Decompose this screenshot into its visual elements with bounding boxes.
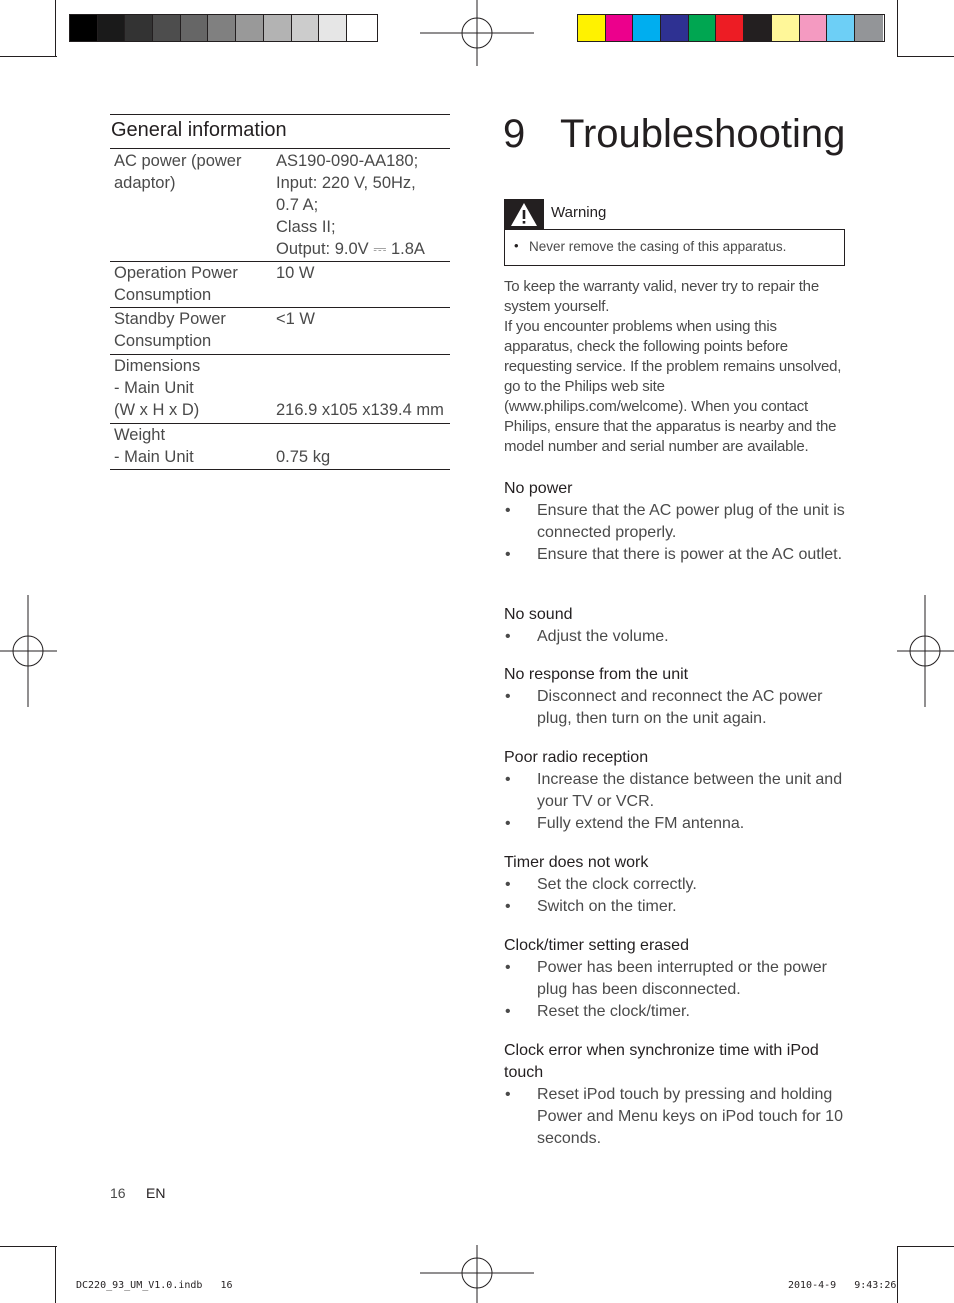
slug-timestamp: 2010-4-9 9:43:26 [788, 1280, 897, 1291]
spec-value: 10 W [276, 264, 315, 282]
spec-row-dimensions [110, 355, 450, 424]
language-code: EN [146, 1185, 166, 1201]
bullet: • [505, 898, 511, 915]
chapter-title: Troubleshooting [560, 112, 846, 156]
section-clock-error-ipod [504, 1040, 849, 1150]
registration-mark-top-icon [420, 0, 534, 66]
warning-box [504, 229, 845, 266]
slug-file-info: DC220_93_UM_V1.0.indb 16 [76, 1280, 233, 1291]
spec-value: 0.75 kg [276, 448, 331, 466]
section-heading: No power [504, 480, 573, 497]
color-swatch [98, 15, 126, 41]
section-heading: Poor radio reception [504, 749, 649, 766]
intro-paragraph: If you encounter problems when using this apparatus, check the following points before requesting service. If the problem remains unsolved, go to the Philips web site (www.philips.com/welcome). When you contact Philips, ensure that the apparatus is nearby and the model number and serial number are available. [504, 318, 842, 455]
color-swatch [855, 15, 883, 41]
bullet: • [505, 1003, 511, 1020]
spec-row-ac-power [110, 149, 450, 262]
cmyk-color-bar [577, 14, 885, 42]
intro-paragraph: To keep the warranty valid, never try to repair the system yourself. [504, 278, 819, 315]
color-swatch [633, 15, 661, 41]
bullet: • [505, 815, 511, 832]
color-swatch [236, 15, 264, 41]
spec-label: Operation Power Consumption [114, 264, 238, 304]
spec-value: 216.9 x105 x139.4 mm [276, 401, 444, 419]
section-poor-radio [504, 747, 849, 835]
color-swatch [208, 15, 236, 41]
list-item: • Fully extend the FM antenna. [504, 813, 849, 835]
list-item: • Set the clock correctly. [504, 874, 849, 896]
section-heading: Clock error when synchronize time with iPod touch [504, 1042, 819, 1081]
registration-mark-right-icon [897, 595, 954, 707]
list-item: • Reset iPod touch by pressing and holding Power and Menu keys on iPod touch for 10 seconds. [505, 1086, 843, 1147]
general-info-header [110, 114, 450, 149]
chapter-number: 9 [503, 112, 526, 156]
general-info-title: General information [111, 119, 287, 141]
spec-label: Weight - Main Unit [114, 426, 194, 466]
color-swatch [716, 15, 744, 41]
spec-row-standby-power [110, 308, 450, 355]
spec-value: AS190-090-AA180; Input: 220 V, 50Hz, 0.7 A; Class II; Output: 9.0V ⎓ 1.8A [276, 152, 425, 258]
color-swatch [70, 15, 98, 41]
grayscale-color-bar [69, 14, 378, 42]
color-swatch [661, 15, 689, 41]
bullet: • [505, 688, 511, 705]
registration-mark-left-icon [0, 595, 57, 707]
color-swatch [744, 15, 772, 41]
warning-text: Never remove the casing of this apparatus. [529, 239, 787, 254]
bullet: • [505, 876, 511, 893]
warning-icon [504, 199, 544, 229]
list-item: • Adjust the volume. [504, 626, 849, 648]
list-item: • Ensure that the AC power plug of the unit is connected properly. [505, 502, 845, 541]
list-item: • Disconnect and reconnect the AC power plug, then turn on the unit again. [505, 688, 823, 727]
page-number: 16 [110, 1185, 126, 1201]
bullet: • [505, 628, 511, 645]
section-heading: Timer does not work [504, 854, 649, 871]
color-swatch [578, 15, 606, 41]
spec-label: AC power (power adaptor) [114, 152, 242, 192]
color-swatch [606, 15, 634, 41]
color-swatch [181, 15, 209, 41]
color-swatch [689, 15, 717, 41]
bullet: • [505, 959, 511, 976]
spec-label: Dimensions - Main Unit (W x H x D) [114, 357, 201, 419]
bullet: • [505, 1086, 511, 1103]
color-swatch [319, 15, 347, 41]
section-clock-erased [504, 935, 849, 1023]
spec-row-weight [110, 424, 450, 470]
intro-text [504, 277, 849, 457]
bullet: • [505, 546, 511, 563]
section-heading: No response from the unit [504, 666, 689, 683]
section-heading: Clock/timer setting erased [504, 937, 689, 954]
section-timer [504, 852, 849, 918]
bullet: • [505, 771, 511, 788]
registration-mark-bottom-icon [420, 1240, 534, 1303]
color-swatch [800, 15, 828, 41]
color-swatch [153, 15, 181, 41]
spec-value: <1 W [276, 310, 315, 328]
list-item: • Increase the distance between the unit and your TV or VCR. [505, 771, 843, 810]
list-item: • Switch on the timer. [504, 896, 849, 918]
spec-table [110, 149, 450, 470]
list-item: • Reset the clock/timer. [504, 1001, 849, 1023]
list-item: • Power has been interrupted or the power plug has been disconnected. [505, 959, 827, 998]
warning-label: Warning [551, 204, 607, 221]
spec-row-operation-power [110, 262, 450, 308]
section-no-sound [504, 604, 849, 648]
color-swatch [292, 15, 320, 41]
color-swatch [264, 15, 292, 41]
bullet: • [505, 502, 511, 519]
color-swatch [772, 15, 800, 41]
bullet: • [514, 238, 519, 253]
list-item: • Ensure that there is power at the AC outlet. [504, 544, 849, 566]
color-swatch [827, 15, 855, 41]
section-heading: No sound [504, 606, 573, 623]
color-swatch [347, 15, 375, 41]
section-no-power [504, 478, 849, 566]
spec-label: Standby Power Consumption [114, 310, 226, 350]
section-no-response [504, 664, 849, 730]
color-swatch [125, 15, 153, 41]
